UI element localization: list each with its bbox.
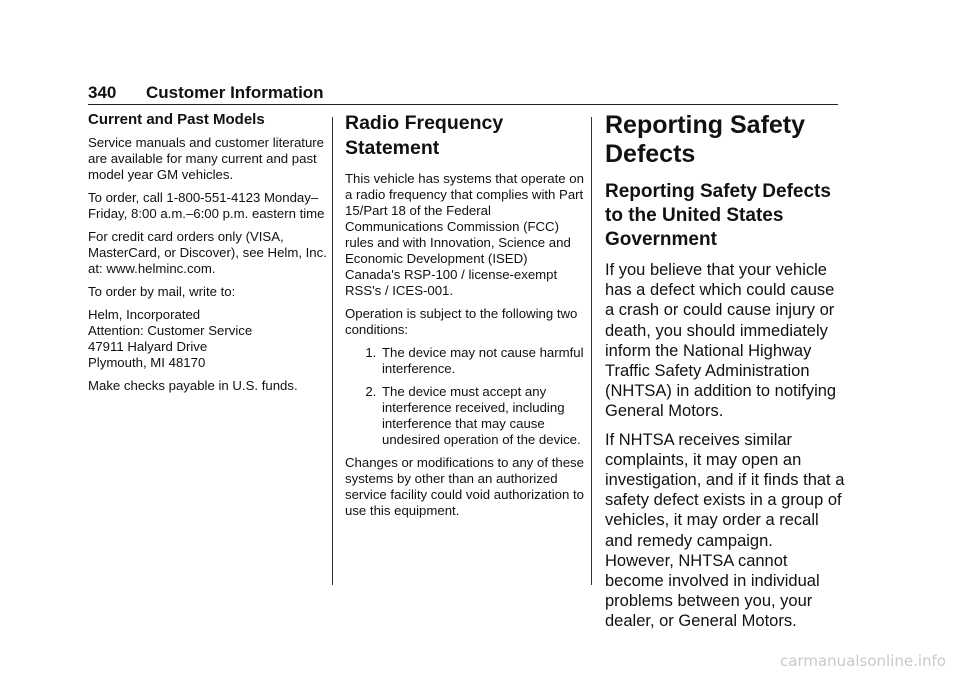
radio-frequency-heading: Radio Frequency Statement bbox=[345, 112, 504, 159]
payment-note: Make checks payable in U.S. funds. bbox=[88, 378, 298, 393]
address-line: 47911 Halyard Drive bbox=[88, 339, 208, 354]
credit-card-paragraph: For credit card orders only (VISA, MasterCard, or Discover), see Helm, Inc. at: www.helminc.com. bbox=[88, 229, 327, 276]
conditions-list bbox=[345, 345, 585, 448]
page-number: 340 bbox=[88, 83, 117, 102]
page-header bbox=[88, 82, 838, 105]
mail-order-paragraph: To order by mail, write to: bbox=[88, 284, 236, 299]
nhtsa-investigation-paragraph: If NHTSA receives similar complaints, it may open an investigation, and if it finds that a safety defect exists in a group of vehicles, it may order a recall and remedy campaign. However, NHTSA cannot become involved in individual problems between you, your dealer, or General Motors. bbox=[605, 430, 845, 631]
radio-frequency-paragraph: This vehicle has systems that operate on a radio frequency that complies with Part 15/Part 18 of the Federal Communications Commission (FCC) rules and with Innovation, Science and Economic Development (ISED) Canada's RSP-100 / license-exempt RSS's / ICES-001. bbox=[345, 171, 584, 298]
column-reporting-safety-defects bbox=[605, 111, 845, 640]
column-radio-frequency bbox=[345, 111, 585, 526]
column-current-past-models bbox=[88, 111, 328, 401]
service-manuals-paragraph: Service manuals and customer literature are available for many current and past model year GM vehicles. bbox=[88, 135, 325, 182]
modifications-paragraph: Changes or modifications to any of these systems by other than an authorized service facility could void authorization to use this equipment. bbox=[345, 455, 584, 518]
mailing-address bbox=[88, 307, 328, 371]
list-item: 2. The device must accept any interference received, including interference that may cause undesired operation of the device. bbox=[380, 384, 585, 448]
conditions-intro: Operation is subject to the following two conditions: bbox=[345, 306, 578, 337]
us-government-subheading: Reporting Safety Defects to the United States Government bbox=[605, 181, 831, 250]
address-line: Helm, Incorporated bbox=[88, 307, 201, 322]
column-divider bbox=[591, 117, 592, 585]
column-divider bbox=[332, 117, 333, 585]
address-line: Plymouth, MI 48170 bbox=[88, 355, 206, 370]
reporting-safety-defects-heading: Reporting Safety Defects bbox=[605, 111, 806, 168]
phone-order-paragraph: To order, call 1-800-551-4123 Monday–Friday, 8:00 a.m.–6:00 p.m. eastern time bbox=[88, 190, 325, 221]
current-past-models-heading: Current and Past Models bbox=[88, 111, 265, 128]
address-line: Attention: Customer Service bbox=[88, 323, 253, 338]
defect-report-paragraph: If you believe that your vehicle has a defect which could cause a crash or could cause injury or death, you should immediately inform the National Highway Traffic Safety Administration (NHTSA) in addition to notifying General Motors. bbox=[605, 261, 837, 421]
list-item: 1. The device may not cause harmful interference. bbox=[380, 345, 585, 377]
section-title: Customer Information bbox=[146, 83, 324, 102]
watermark-text: carmanualsonline.info bbox=[780, 652, 946, 670]
